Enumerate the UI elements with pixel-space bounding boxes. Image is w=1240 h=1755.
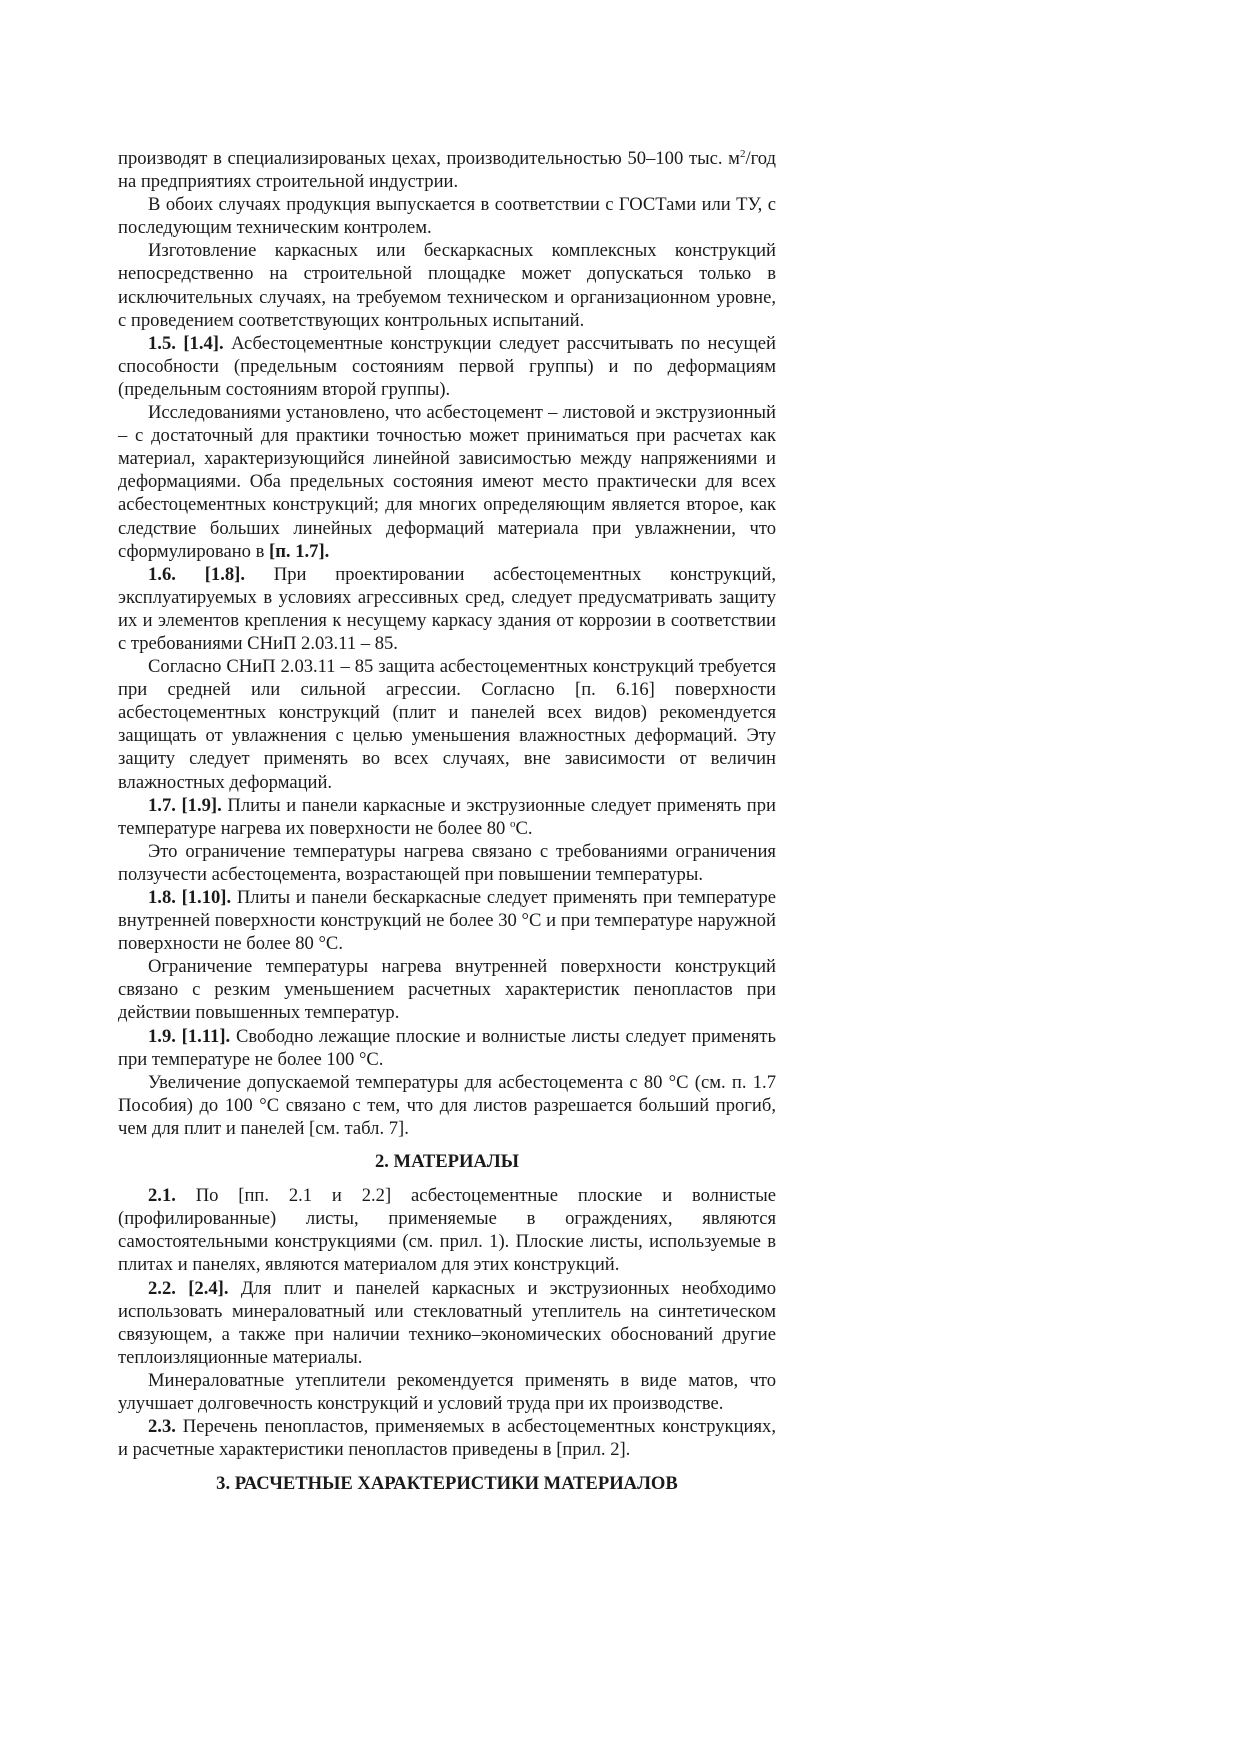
degree-superscript: о [510, 817, 516, 830]
text-run: С. [515, 817, 533, 839]
paragraph-continuation [118, 147, 776, 193]
clause-text: Свободно лежащие плоские и волнистые листы следует применять при температуре не более 100 °С. [118, 1025, 776, 1070]
clause-text: Для плит и панелей каркасных и экструзионных необходимо использовать минераловатный или стекловатный утеплитель на синтетическом связующем, а также при наличии технико–экономических обоснований другие теплоизляционные материалы. [118, 1277, 776, 1368]
bold-reference: [п. 1.7]. [269, 540, 330, 562]
clause-number: 1.7. [1.9]. [148, 794, 222, 816]
section-heading-materials: 2. МАТЕРИАЛЫ [374, 1151, 520, 1173]
text-run: производят в специализированых цехах, производительностью 50–100 тыс. м [118, 148, 740, 169]
clause-1-7 [118, 794, 776, 840]
clause-number: 2.1. [148, 1185, 176, 1207]
paragraph: Увеличение допускаемой температуры для асбестоцемента с 80 °С (см. п. 1.7 Пособия) до 100 °С связано с тем, что для листов разрешается больший прогиб, чем для плит и панелей [см. табл. 7]. [118, 1071, 776, 1139]
clause-text: По [пп. 2.1 и 2.2] асбестоцементные плоские и волнистые (профилированные) листы, применяемые в ограждениях, являются самостоятельными конструкциями (см. прил. 1). Плоские листы, используемые в плитах и панелях, являются материалом для этих конструкций. [118, 1185, 776, 1276]
clause-text: При проектировании асбестоцементных конструкций, эксплуатируемых в условиях агрессивных сред, следует предусматривать защиту их и элементов крепления к несущему каркасу здания от коррозии в соответствии с требованиями СНиП 2.03.11 – 85. [118, 563, 776, 654]
clause-1-5 [118, 332, 776, 401]
clause-1-6 [118, 563, 776, 655]
section-heading-design-characteristics: 3. РАСЧЕТНЫЕ ХАРАКТЕРИСТИКИ МАТЕРИАЛОВ [216, 1473, 678, 1495]
document-page [118, 147, 776, 1495]
paragraph: В обоих случаях продукция выпускается в соответствии с ГОСТами или ТУ, с последующим техническим контролем. [118, 194, 776, 239]
clause-number: 2.3. [148, 1416, 176, 1438]
clause-2-2 [118, 1277, 776, 1369]
paragraph: Ограничение температуры нагрева внутренней поверхности конструкций связано с резким уменьшением расчетных характеристик пенопластов при действии повышенных температур. [118, 956, 776, 1024]
clause-2-3 [118, 1415, 776, 1461]
clause-text: Перечень пенопластов, применяемых в асбестоцементных конструкциях, и расчетные характеристики пенопластов приведены в [прил. 2]. [118, 1416, 776, 1461]
paragraph: Минераловатные утеплители рекомендуется применять в виде матов, что улучшает долговечность конструкций и условий труда при их производстве. [118, 1369, 776, 1414]
paragraph: Изготовление каркасных или бескаркасных комплексных конструкций непосредственно на строительной площадке может допускаться только в исключительных случаях, на требуемом техническом и организационном уровне, с проведением соответствующих контрольных испытаний. [118, 240, 776, 331]
clause-number: 1.6. [1.8]. [148, 563, 245, 585]
clause-2-1 [118, 1184, 776, 1276]
clause-number: 1.8. [1.10]. [148, 887, 232, 908]
clause-text: Плиты и панели бескаркасные следует применять при температуре внутренней поверхности конструкций не более 30 °С и при температуре наружной поверхности не более 80 °С. [118, 887, 776, 955]
clause-text: Плиты и панели каркасные и экструзионные следует применять при температуре нагрева их поверхности не более 80 [118, 794, 776, 839]
clause-1-8 [118, 886, 776, 955]
paragraph: Согласно СНиП 2.03.11 – 85 защита асбестоцементных конструкций требуется при средней или сильной агрессии. Согласно [п. 6.16] поверхности асбестоцементных конструкций (плит и панелей всех видов) рекомендуется защищать от увлажнения с целью уменьшения влажностных деформаций. Эту защиту следует применять во всех случаях, вне зависимости от величин влажностных деформаций. [118, 656, 776, 793]
clause-text: Асбестоцементные конструкции следует рассчитывать по несущей способности (предельным состояниям первой группы) и по деформациям (предельным состояниям второй группы). [118, 332, 776, 400]
superscript: 2 [739, 148, 746, 160]
clause-number: 1.9. [1.11]. [148, 1025, 231, 1047]
paragraph: Это ограничение температуры нагрева связано с требованиями ограничения ползучести асбестоцемента, возрастающей при повышении температуры. [118, 840, 776, 885]
clause-1-9 [118, 1025, 776, 1071]
clause-number: 1.5. [1.4]. [148, 332, 224, 354]
text-run: /год на предприятиях строительной индустрии. [118, 148, 776, 193]
paragraph [118, 401, 776, 563]
text-run: Исследованиями установлено, что асбестоцемент – листовой и экструзионный – с достаточный для практики точностью может приниматься при расчетах как материал, характеризующийся линейной зависимостью между напряжениями и деформациями. Оба предельных состояния имеют место практически для всех асбестоцементных конструкций; для многих определяющим является второе, как следствие больших линейных деформаций материала при увлажнении, что сформулировано в [118, 402, 776, 562]
clause-number: 2.2. [2.4]. [148, 1277, 229, 1299]
